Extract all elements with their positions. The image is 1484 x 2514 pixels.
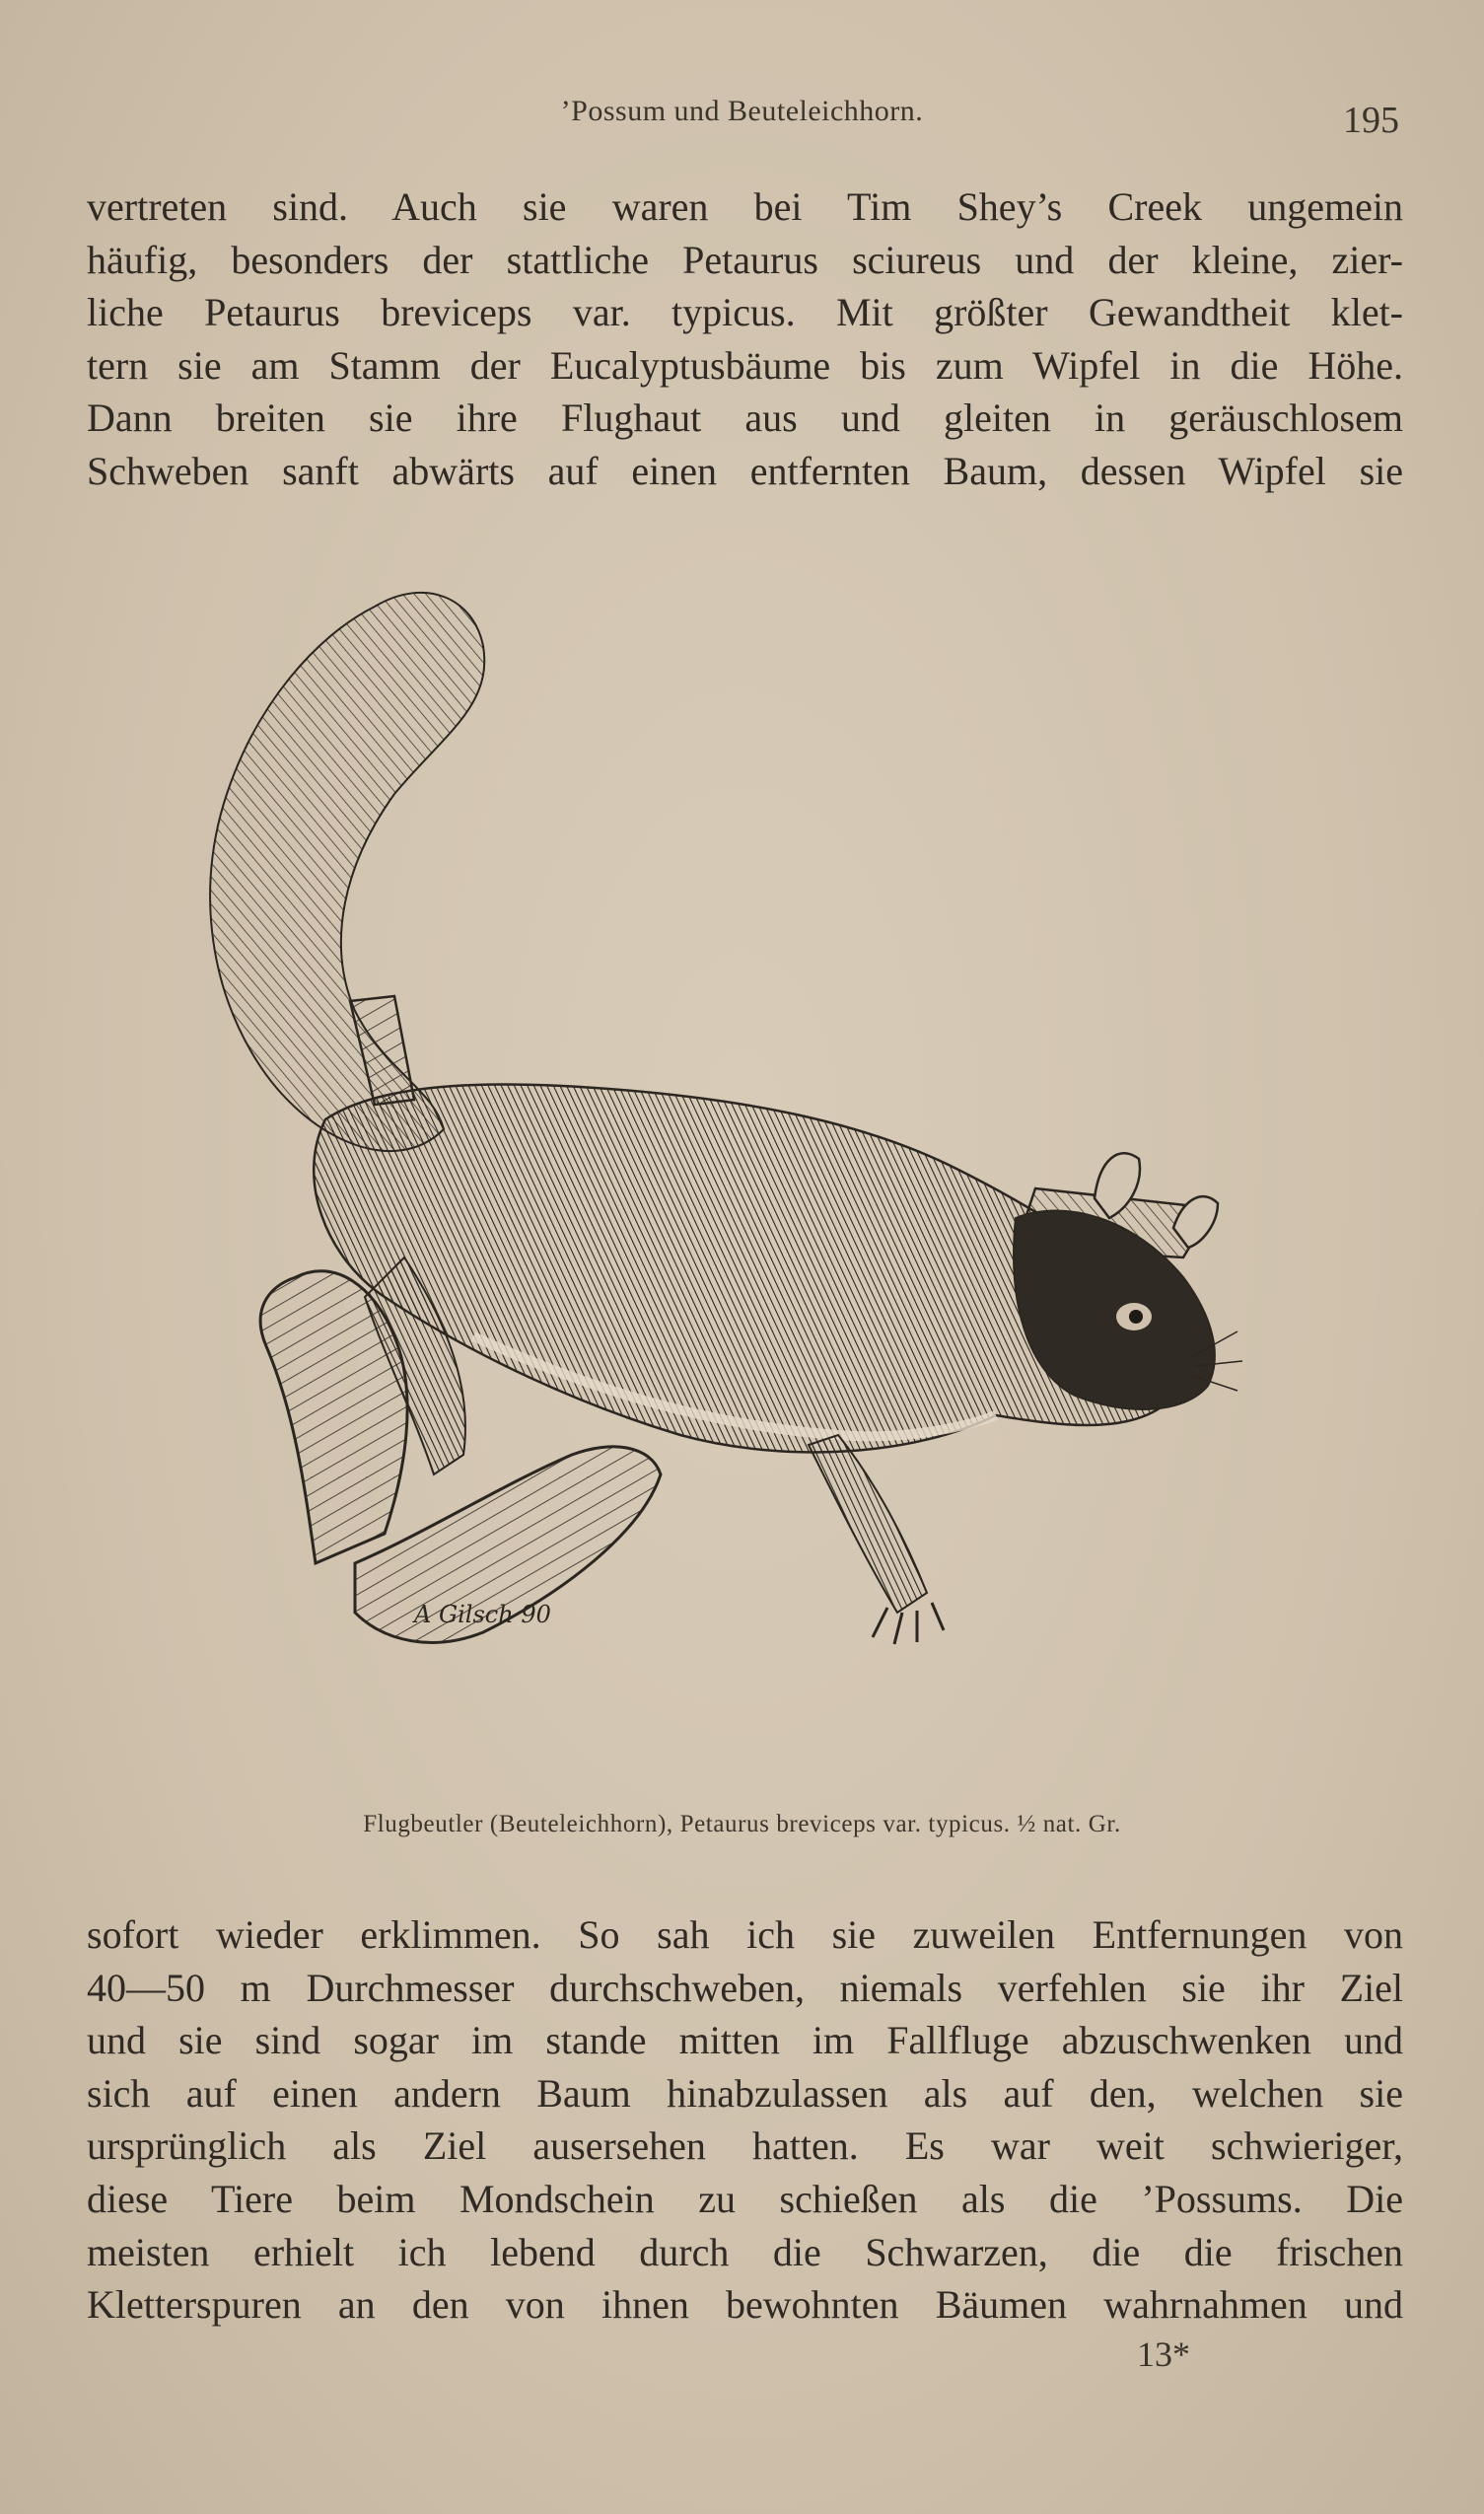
sheet-signature-mark: 13* (1137, 2334, 1190, 2374)
page-number: 195 (1343, 100, 1399, 141)
text-line: tern sie am Stamm der Eucalyptusbäume bis zum Wipfel in die Höhe. (87, 342, 1403, 388)
text-line: vertreten sind. Auch sie waren bei Tim Shey’s Creek ungemein (87, 184, 1403, 229)
paragraph-top (87, 180, 1403, 498)
figure-caption: Flugbeutler (Beuteleichhorn), Petaurus breviceps var. typicus. ½ nat. Gr. (363, 1811, 1121, 1837)
text-line: Kletterspuren an den von ihnen bewohnten Bäumen wahrnahmen und (87, 2282, 1403, 2328)
text-line: diese Tiere beim Mondschein zu schießen als die ’Possums. Die (87, 2176, 1403, 2221)
text-line: sofort wieder erklimmen. So sah ich sie zuweilen Entfernungen von (87, 1912, 1403, 1957)
artist-signature: A Gilsch 90 (414, 1601, 551, 1628)
sugar-glider-illustration (148, 567, 1331, 1780)
running-head: ’Possum und Beuteleichhorn. (560, 95, 924, 127)
text-line: sich auf einen andern Baum hinabzulassen als auf den, welchen sie (87, 2070, 1403, 2116)
text-line: häufig, besonders der stattliche Petaurus sciureus und der kleine, zier- (87, 237, 1403, 282)
text-line: Schweben sanft abwärts auf einen entfernten Baum, dessen Wipfel sie (87, 448, 1403, 493)
text-line: liche Petaurus breviceps var. typicus. Mit größter Gewandtheit klet- (87, 290, 1403, 335)
text-line: ursprünglich als Ziel ausersehen hatten. Es war weit schwieriger, (87, 2123, 1403, 2169)
text-line: Dann breiten sie ihre Flughaut aus und gleiten in geräuschlosem (87, 395, 1403, 441)
text-line: meisten erhielt ich lebend durch die Schwarzen, die die frischen (87, 2229, 1403, 2274)
text-line: 40—50 m Durchmesser durchschweben, niemals verfehlen sie ihr Ziel (87, 1965, 1403, 2010)
paragraph-bottom (87, 1908, 1403, 2332)
text-line: und sie sind sogar im stande mitten im Fallfluge abzuschwenken und (87, 2018, 1403, 2063)
